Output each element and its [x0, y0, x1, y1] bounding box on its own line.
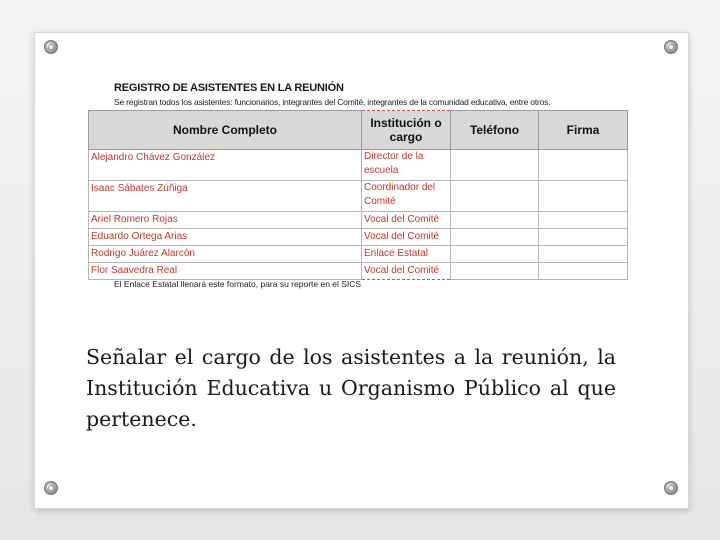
- table-row: [89, 229, 628, 246]
- attendee-signature: [539, 246, 628, 263]
- form-note: El Enlace Estatal llenará este formato, para su reporte en el SICS: [114, 279, 362, 289]
- header-signature: Firma: [539, 111, 628, 150]
- header-phone: Teléfono: [451, 111, 539, 150]
- header-institution: Institución o cargo: [362, 111, 451, 150]
- attendee-institution: Vocal del Comité: [362, 212, 451, 229]
- attendee-phone: [451, 246, 539, 263]
- pin-icon: [44, 40, 58, 54]
- attendee-name: Eduardo Ortega Arias: [89, 229, 362, 246]
- attendee-signature: [539, 150, 628, 181]
- attendee-institution: Coordinador del Comité: [362, 181, 451, 212]
- attendee-signature: [539, 181, 628, 212]
- attendee-name: Alejandro Chávez González: [89, 150, 362, 181]
- attendance-table: [88, 110, 628, 280]
- attendee-institution: Director de la escuela: [362, 150, 451, 181]
- table-row: [89, 181, 628, 212]
- attendee-name: Ariel Romero Rojas: [89, 212, 362, 229]
- attendee-institution: Vocal del Comité: [362, 229, 451, 246]
- attendee-phone: [451, 181, 539, 212]
- pin-icon: [44, 481, 58, 495]
- table-row: [89, 212, 628, 229]
- table-header-row: [89, 111, 628, 150]
- attendee-name: Flor Saavedra Real: [89, 263, 362, 280]
- attendee-institution: Vocal del Comité: [362, 263, 451, 280]
- pin-icon: [664, 481, 678, 495]
- form-title: REGISTRO DE ASISTENTES EN LA REUNIÓN: [114, 82, 344, 94]
- attendee-name: Rodrigo Juárez Alarcón: [89, 246, 362, 263]
- table-row: [89, 150, 628, 181]
- instruction-text: Señalar el cargo de los asistentes a la reunión, la Institución Educativa u Organismo Público al que pertenece.: [86, 345, 616, 431]
- header-name: Nombre Completo: [89, 111, 362, 150]
- attendee-institution: Enlace Estatal: [362, 246, 451, 263]
- table-row: [89, 246, 628, 263]
- attendee-signature: [539, 229, 628, 246]
- attendance-form-image: [88, 80, 629, 294]
- table-row: [89, 263, 628, 280]
- attendee-phone: [451, 150, 539, 181]
- attendee-signature: [539, 263, 628, 280]
- attendee-name: Isaac Sábates Zúñiga: [89, 181, 362, 212]
- attendee-phone: [451, 212, 539, 229]
- attendee-phone: [451, 229, 539, 246]
- form-subtitle: Se registran todos los asistentes: funcionarios, integrantes del Comité, integrantes de la comunidad educativa, entre otros.: [114, 97, 551, 107]
- attendee-phone: [451, 263, 539, 280]
- pin-icon: [664, 40, 678, 54]
- attendee-signature: [539, 212, 628, 229]
